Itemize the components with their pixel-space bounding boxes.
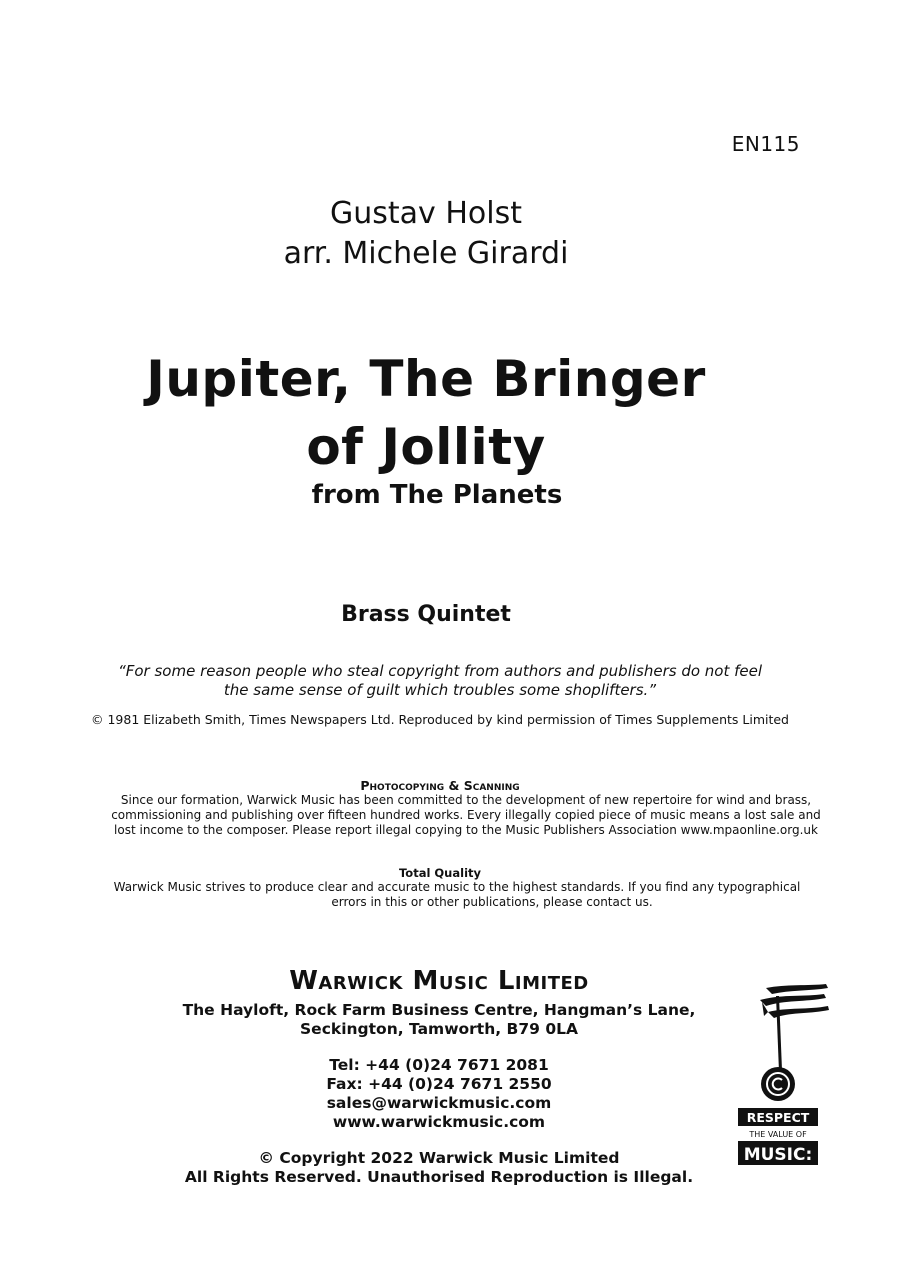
photocopying-line: Since our formation, Warwick Music has been committed to the development of new repertoire for wind and brass, <box>120 793 812 807</box>
logo-text-music: MUSIC: <box>743 1145 813 1165</box>
title-line-1: Jupiter, The Bringer <box>146 350 706 408</box>
quote-credit: © 1981 Elizabeth Smith, Times Newspapers Ltd. Reproduced by kind permission of Times Supplements Limited <box>91 712 789 727</box>
publisher-name: Warwick Music Limited <box>289 966 589 996</box>
photocopying-heading: Photocopying & Scanning <box>360 778 520 793</box>
publisher-telephone: Tel: +44 (0)24 7671 2081 <box>329 1056 549 1074</box>
music-note-flags-icon <box>760 984 829 1018</box>
copyright-note-head-icon <box>761 1067 795 1101</box>
catalog-number: EN115 <box>731 132 800 156</box>
publisher-fax: Fax: +44 (0)24 7671 2550 <box>326 1075 552 1093</box>
publisher-email: sales@warwickmusic.com <box>326 1094 552 1112</box>
publisher-website: www.warwickmusic.com <box>332 1113 546 1131</box>
quote-line-2: the same sense of guilt which troubles some shoplifters.” <box>223 681 657 699</box>
total-quality-line: Warwick Music strives to produce clear and accurate music to the highest standards. If you find any typographical <box>113 880 801 894</box>
logo-text-value-of: THE VALUE OF <box>749 1130 807 1139</box>
rights-notice: All Rights Reserved. Unauthorised Reproduction is Illegal. <box>184 1168 694 1186</box>
respect-the-value-of-music-logo <box>738 982 834 1168</box>
publisher-address-line-2: Seckington, Tamworth, B79 0LA <box>300 1020 578 1038</box>
quote-line-1: “For some reason people who steal copyright from authors and publishers do not feel <box>117 662 763 680</box>
copyright-notice: © Copyright 2022 Warwick Music Limited <box>258 1149 620 1167</box>
photocopying-line: commissioning and publishing over fifteen hundred works. Every illegally copied piece of music means a lost sale and <box>111 808 821 822</box>
arranger-name: arr. Michele Girardi <box>283 236 569 271</box>
subtitle: from The Planets <box>311 480 563 510</box>
logo-text-respect: RESPECT <box>746 1110 810 1125</box>
music-note-stem-icon <box>776 996 782 1072</box>
title-line-2: of Jollity <box>306 418 546 476</box>
publisher-address-line-1: The Hayloft, Rock Farm Business Centre, Hangman’s Lane, <box>182 1001 696 1019</box>
composer-name: Gustav Holst <box>330 196 522 231</box>
instrumentation: Brass Quintet <box>341 602 511 627</box>
total-quality-heading: Total Quality <box>398 866 482 880</box>
photocopying-line: lost income to the composer. Please report illegal copying to the Music Publishers Association www.mpaonline.org.uk <box>114 823 818 837</box>
total-quality-line: errors in this or other publications, please contact us. <box>331 895 653 909</box>
